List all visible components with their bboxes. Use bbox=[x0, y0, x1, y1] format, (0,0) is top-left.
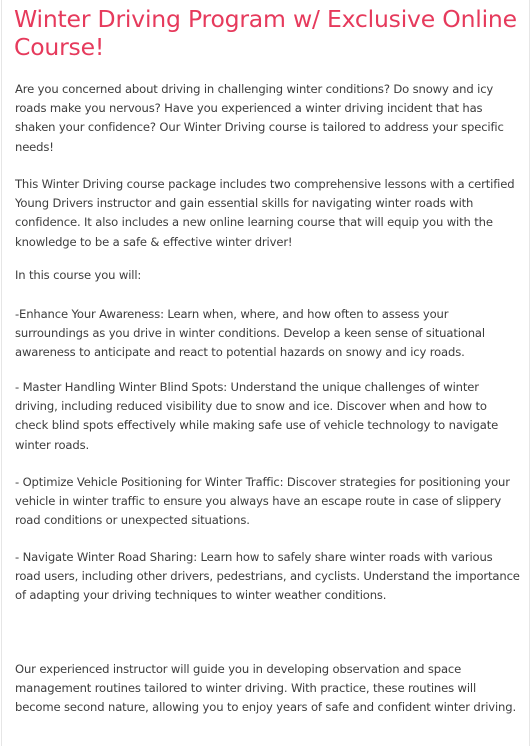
article-container bbox=[1, 0, 530, 746]
package-description-paragraph: This Winter Driving course package includes two comprehensive lessons with a certified Young Drivers instructor and gain essential skills for navigating winter roads with confidence. It also includes a new online learning course that will equip you with the knowledge to be a safe & effective winter driver! bbox=[15, 177, 515, 249]
list-item-blind-spots: - Master Handling Winter Blind Spots: Understand the unique challenges of winter driving, including reduced visibility due to snow and ice. Discover when and how to check blind spots effectively while making safe use of vehicle technology to navigate winter roads. bbox=[15, 380, 499, 452]
course-list-heading: In this course you will: bbox=[15, 268, 142, 282]
list-item-road-sharing: - Navigate Winter Road Sharing: Learn how to safely share winter roads with various road users, including other drivers, pedestrians, and cyclists. Understand the importance of adapting your driving techniques to winter weather conditions. bbox=[15, 550, 520, 603]
list-item-awareness: -Enhance Your Awareness: Learn when, where, and how often to assess your surroundings as you drive in winter conditions. Develop a keen sense of situational awareness to anticipate and react to potential hazards on snowy and icy roads. bbox=[15, 307, 485, 360]
page-title: Winter Driving Program w/ Exclusive Online Course! bbox=[14, 5, 517, 61]
closing-paragraph: Our experienced instructor will guide you in developing observation and space management routines tailored to winter driving. With practice, these routines will become second nature, allowing you to enjoy years of safe and confident winter driving. bbox=[15, 662, 516, 715]
list-item-vehicle-positioning: - Optimize Vehicle Positioning for Winter Traffic: Discover strategies for positioning your vehicle in winter traffic to ensure you always have an escape route in case of slippery road conditions or unexpected situations. bbox=[15, 475, 510, 528]
intro-paragraph: Are you concerned about driving in challenging winter conditions? Do snowy and icy roads make you nervous? Have you experienced a winter driving incident that has shaken your confidence? Our Winter Driving course is tailored to address your specific needs! bbox=[15, 82, 504, 154]
